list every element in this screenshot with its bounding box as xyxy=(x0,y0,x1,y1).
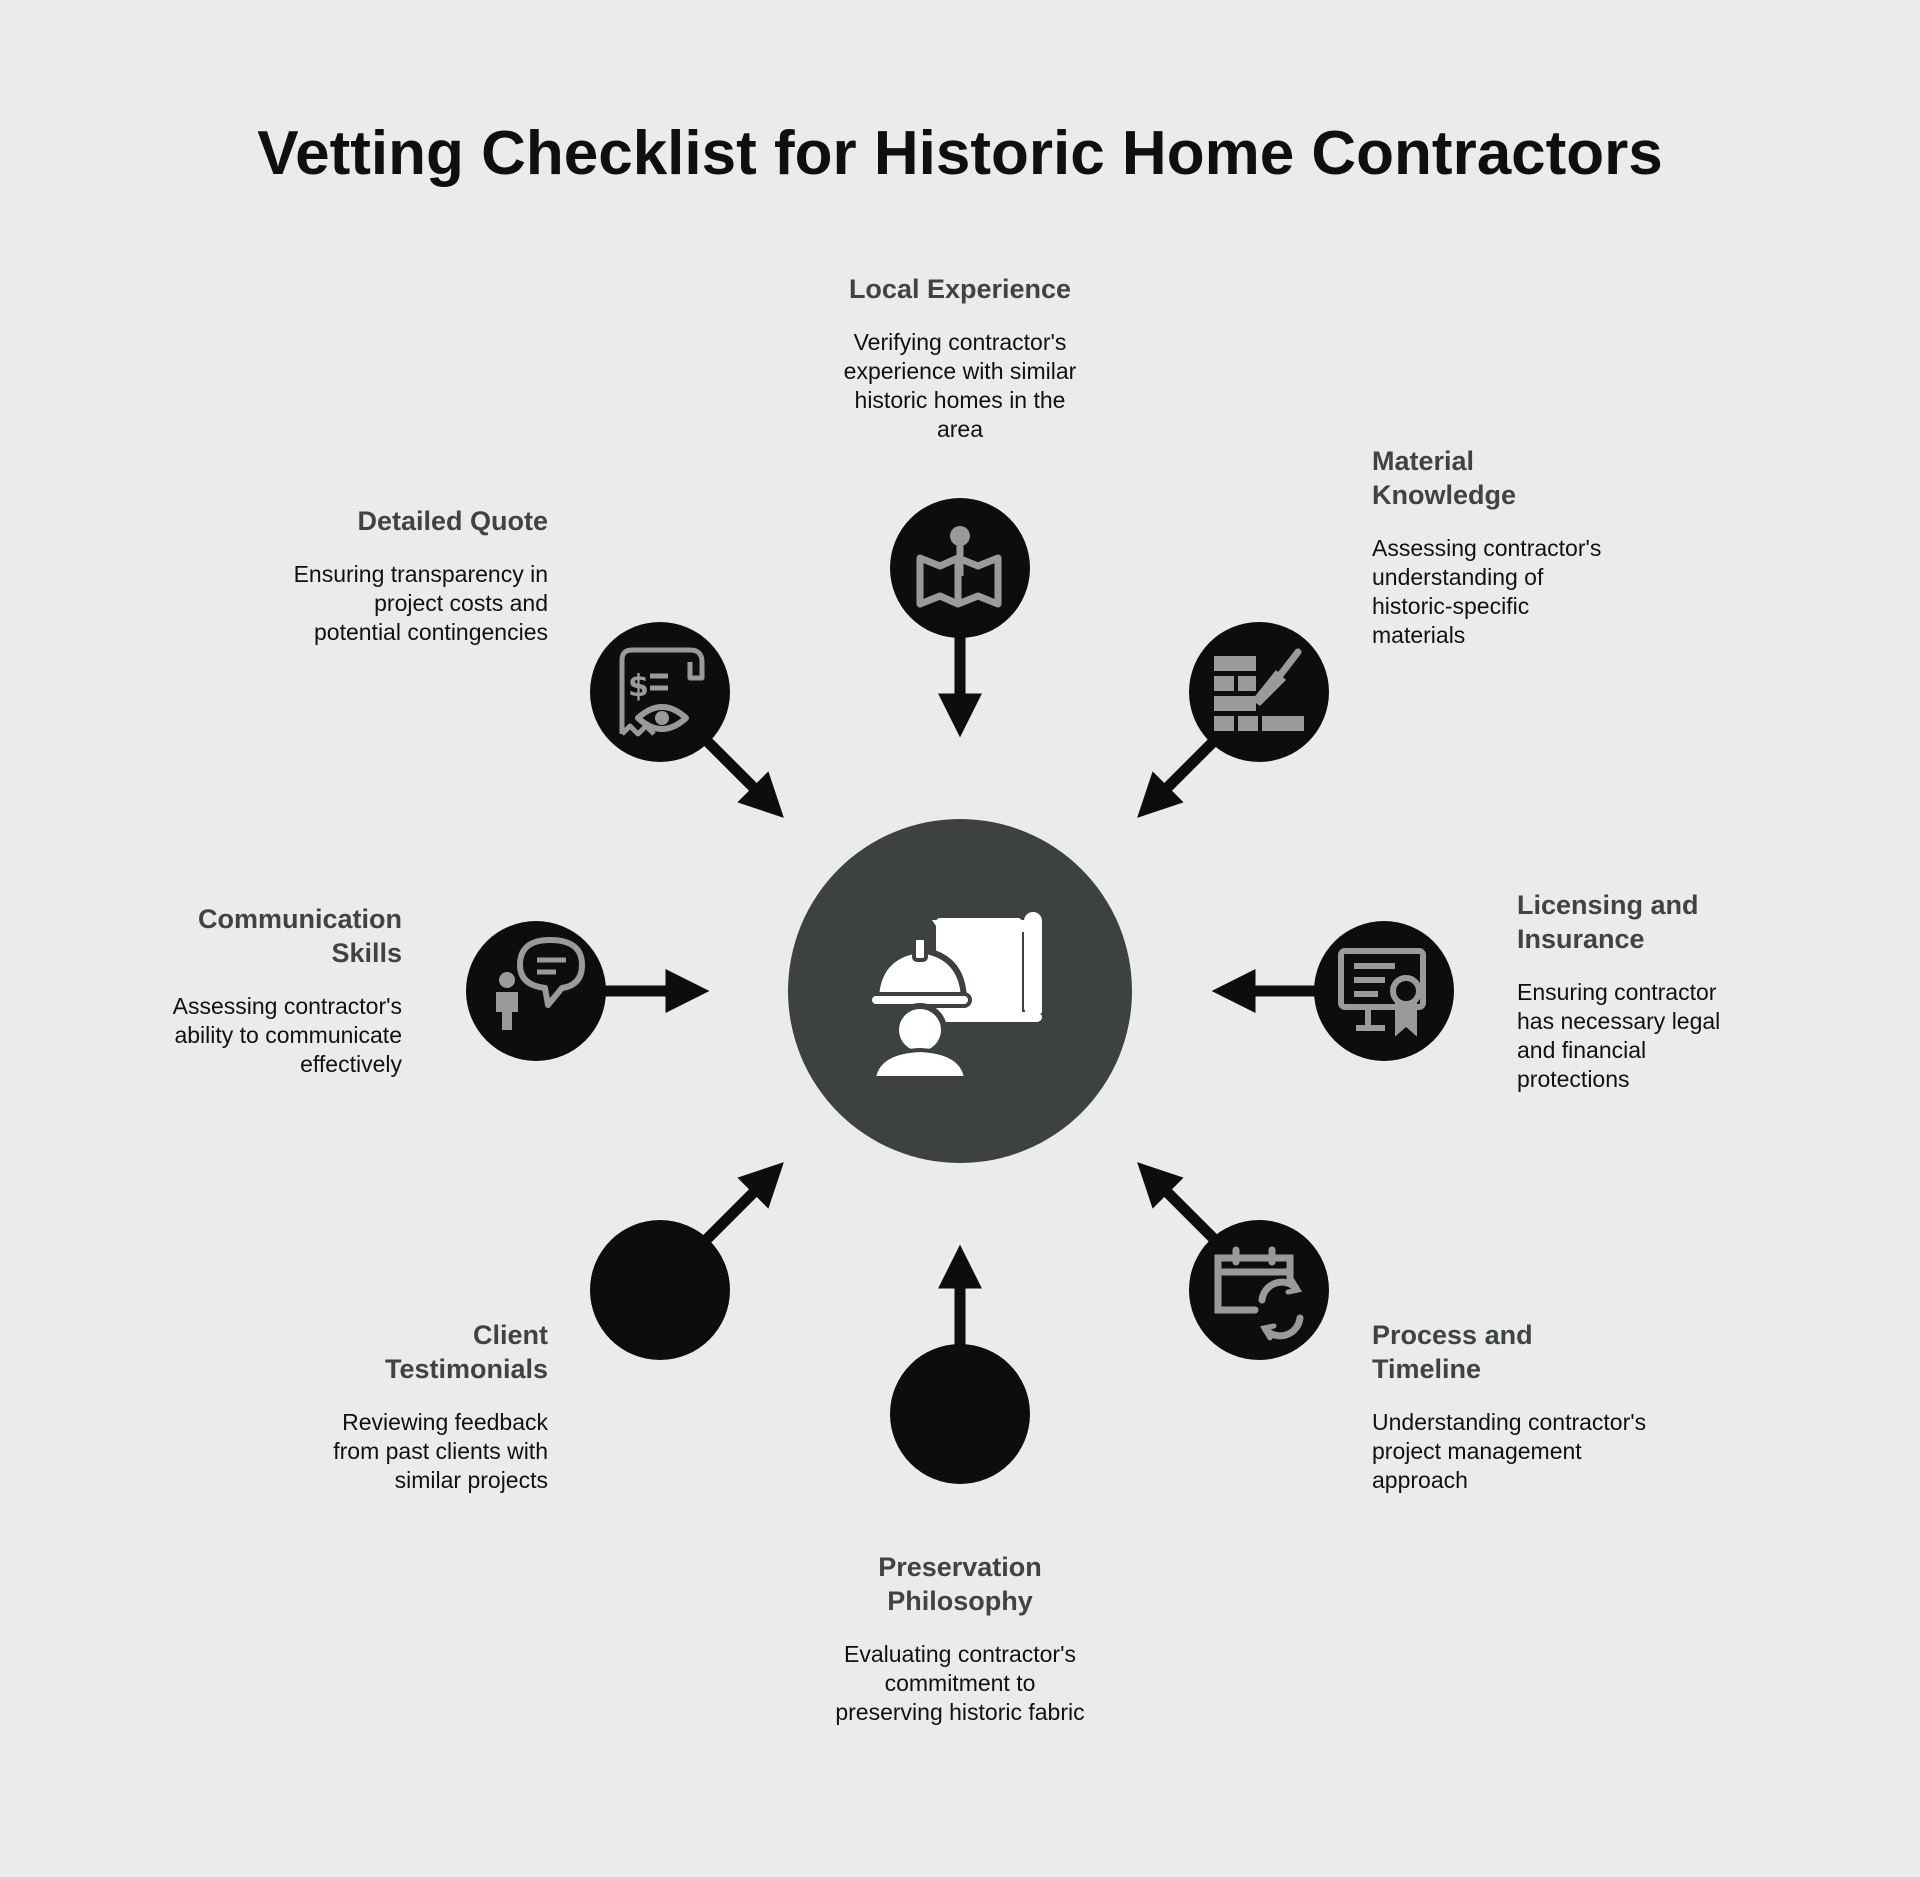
item-communication-skills xyxy=(142,902,402,1079)
node-communication-skills xyxy=(466,921,606,1061)
node-preservation-philosophy xyxy=(890,1344,1030,1484)
item-process-timeline xyxy=(1372,1318,1647,1495)
item-title: Licensing and Insurance xyxy=(1517,890,1699,954)
item-title: Preservation Philosophy xyxy=(878,1552,1042,1616)
item-description: Reviewing feedback from past clients with similar projects xyxy=(333,1409,548,1493)
arrow-material-knowledge xyxy=(1148,738,1217,807)
node-material-knowledge xyxy=(1189,622,1329,762)
item-description: Verifying contractor's experience with similar historic homes in the area xyxy=(843,329,1077,442)
item-description: Assessing contractor's ability to communicate effectively xyxy=(172,993,402,1077)
node-detailed-quote xyxy=(590,622,730,762)
svg-text:$: $ xyxy=(628,669,649,704)
arrow-process-timeline xyxy=(1148,1173,1217,1242)
item-description: Ensuring transparency in project costs and potential contingencies xyxy=(293,561,548,645)
item-title: Process and Timeline xyxy=(1372,1320,1533,1384)
item-description: Assessing contractor's understanding of historic-specific materials xyxy=(1372,535,1602,648)
arrow-detailed-quote xyxy=(704,738,773,807)
item-material-knowledge xyxy=(1372,444,1602,650)
page-title: Vetting Checklist for Historic Home Contractors xyxy=(257,119,1663,188)
item-title: Local Experience xyxy=(848,274,1072,304)
item-title: Material Knowledge xyxy=(1372,446,1517,510)
node-client-testimonials xyxy=(590,1220,730,1360)
hub xyxy=(788,819,1132,1163)
item-preservation-philosophy xyxy=(820,1550,1100,1727)
item-description: Ensuring contractor has necessary legal and financial protections xyxy=(1517,979,1721,1092)
item-licensing-insurance xyxy=(1517,888,1721,1094)
node-process-timeline xyxy=(1189,1220,1329,1360)
arrow-client-testimonials xyxy=(704,1173,773,1242)
item-title: Communication Skills xyxy=(197,904,402,968)
node-local-experience xyxy=(890,498,1030,638)
item-description: Understanding contractor's project management approach xyxy=(1372,1409,1647,1493)
item-client-testimonials xyxy=(298,1318,548,1495)
item-title: Client Testimonials xyxy=(384,1320,548,1384)
item-title: Detailed Quote xyxy=(357,506,548,536)
item-description: Evaluating contractor's commitment to preserving historic fabric xyxy=(835,1641,1085,1725)
item-detailed-quote xyxy=(288,504,548,647)
node-licensing-insurance xyxy=(1314,921,1454,1061)
item-local-experience xyxy=(800,272,1120,444)
